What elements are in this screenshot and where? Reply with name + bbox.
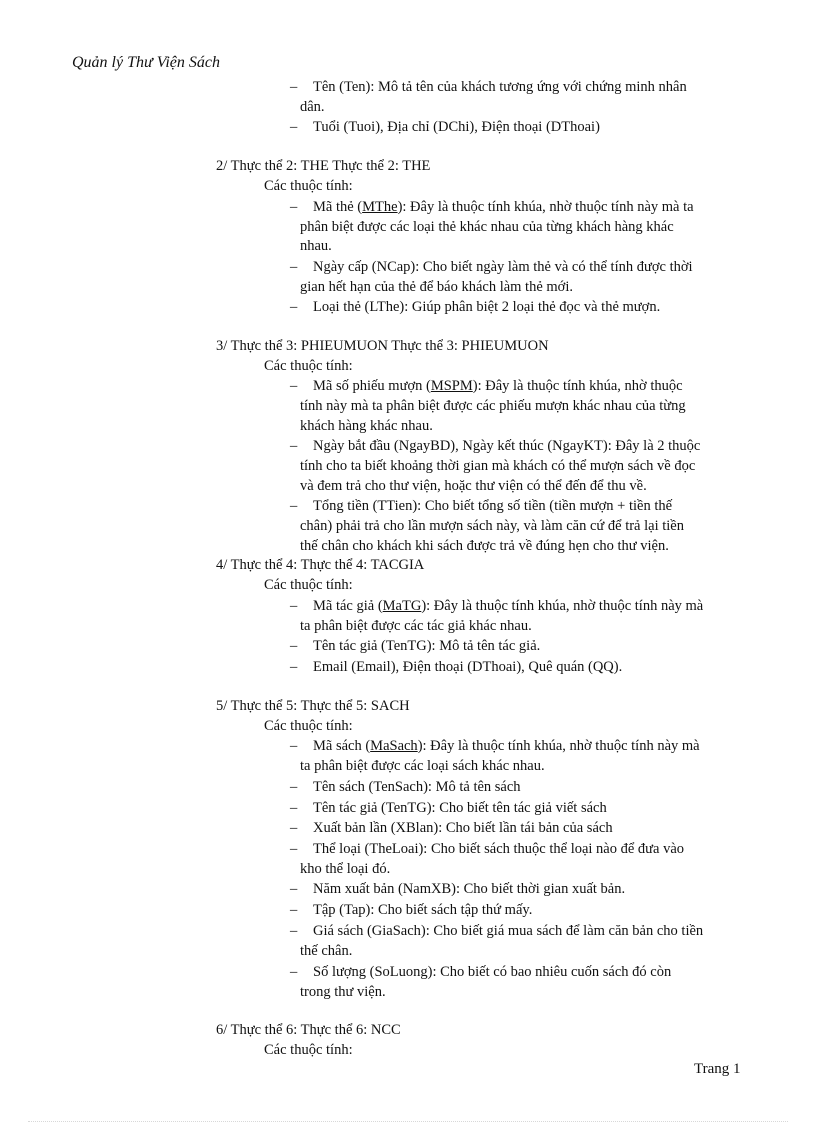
bullet-text: Xuất bản lần (XBlan): Cho biết lần tái bản của sách xyxy=(313,820,613,836)
bullet-dash: – xyxy=(290,79,298,95)
bullet-text-pre: Mã thẻ ( xyxy=(313,199,363,215)
section-heading: 2/ Thực thể 2: THE Thực thể 2: THE xyxy=(216,158,431,174)
primary-key: MaSach xyxy=(370,738,418,754)
bullet-text xyxy=(313,198,694,216)
bullet-text: Tổng tiền (TTien): Cho biết tổng số tiền (tiền mượn + tiền thế xyxy=(313,498,673,514)
bullet-text: Thể loại (TheLoai): Cho biết sách thuộc thể loại nào để đưa vào xyxy=(313,841,685,857)
bullet-dash: – xyxy=(290,498,298,514)
bullet-text: trong thư viện. xyxy=(300,984,386,1000)
bullet-text: gian hết hạn của thẻ để báo khách làm thẻ mới. xyxy=(300,279,574,295)
bullet-dash: – xyxy=(290,378,298,394)
bullet-text: dân. xyxy=(300,99,325,115)
bullet-text: Tên tác giả (TenTG): Mô tả tên tác giả. xyxy=(313,638,541,654)
bullet-text: và đem trả cho thư viện, hoặc thư viện có thể đến để thu về. xyxy=(300,478,647,494)
bullet-text-pre: Mã tác giả ( xyxy=(313,598,383,614)
bullet-dash: – xyxy=(290,881,298,897)
bullet-text-post: ): Đây là thuộc tính khúa, nhờ thuộc tính này mà ta xyxy=(397,199,694,215)
bullet-text: phân biệt được các loại thẻ khác nhau của từng khách hàng khác xyxy=(300,219,674,235)
attributes-label: Các thuộc tính: xyxy=(264,358,353,374)
page-header-title: Quản lý Thư Viện Sách xyxy=(72,54,220,71)
bullet-dash: – xyxy=(290,738,298,754)
bullet-text: Tên tác giả (TenTG): Cho biết tên tác giả viết sách xyxy=(313,800,607,816)
bullet-text: kho thể loại đó. xyxy=(300,861,391,877)
bullet-text xyxy=(313,377,683,395)
bullet-dash: – xyxy=(290,119,298,135)
bullet-dash: – xyxy=(290,800,298,816)
bullet-text: ta phân biệt được các tác giả khác nhau. xyxy=(300,618,532,634)
bullet-dash: – xyxy=(290,820,298,836)
bullet-text: Giá sách (GiaSach): Cho biết giá mua sách để làm căn bản cho tiền xyxy=(313,923,704,939)
attributes-label: Các thuộc tính: xyxy=(264,178,353,194)
attributes-label: Các thuộc tính: xyxy=(264,718,353,734)
bullet-text: Tuổi (Tuoi), Địa chỉ (DChi), Điện thoại (DThoai) xyxy=(313,119,600,135)
bullet-dash: – xyxy=(290,638,298,654)
bullet-text: Năm xuất bản (NamXB): Cho biết thời gian xuất bản. xyxy=(313,881,626,897)
bullet-text: Ngày bắt đầu (NgayBD), Ngày kết thúc (NgayKT): Đây là 2 thuộc xyxy=(313,438,701,454)
bullet-text xyxy=(313,597,703,615)
section-heading: 4/ Thực thể 4: Thực thể 4: TACGIA xyxy=(216,557,425,573)
bullet-text: Tên (Ten): Mô tả tên của khách tương ứng với chứng minh nhân xyxy=(313,79,687,95)
attributes-label: Các thuộc tính: xyxy=(264,577,353,593)
bullet-text-post: ): Đây là thuộc tính khúa, nhờ thuộc tính này mà xyxy=(421,598,704,614)
bullet-text-pre: Mã sách ( xyxy=(313,738,371,754)
bullet-dash: – xyxy=(290,902,298,918)
bullet-dash: – xyxy=(290,299,298,315)
bullet-text: khách hàng khác nhau. xyxy=(300,418,433,434)
primary-key: MaTG xyxy=(382,598,422,614)
bullet-dash: – xyxy=(290,598,298,614)
bullet-text: Email (Email), Điện thoại (DThoai), Quê quán (QQ). xyxy=(313,659,623,675)
bullet-dash: – xyxy=(290,259,298,275)
section-heading: 5/ Thực thể 5: Thực thể 5: SACH xyxy=(216,698,410,714)
primary-key: MThe xyxy=(362,199,398,215)
bullet-text: ta phân biệt được các loại sách khác nhau. xyxy=(300,758,545,774)
section-heading: 3/ Thực thể 3: PHIEUMUON Thực thể 3: PHIEUMUON xyxy=(216,338,549,354)
bullet-text: chân) phải trả cho lần mượn sách này, và làm căn cứ để trả lại tiền xyxy=(300,518,684,534)
primary-key: MSPM xyxy=(430,378,473,394)
bullet-dash: – xyxy=(290,923,298,939)
bullet-text: Loại thẻ (LThe): Giúp phân biệt 2 loại thẻ đọc và thẻ mượn. xyxy=(313,299,661,315)
bullet-text-pre: Mã số phiếu mượn ( xyxy=(313,378,431,394)
page-number: Trang 1 xyxy=(694,1061,741,1077)
bullet-dash: – xyxy=(290,964,298,980)
bullet-dash: – xyxy=(290,199,298,215)
bullet-dash: – xyxy=(290,841,298,857)
bullet-text: Ngày cấp (NCap): Cho biết ngày làm thẻ và có thể tính được thời xyxy=(313,259,693,275)
bullet-text-post: ): Đây là thuộc tính khúa, nhờ thuộc tính này mà xyxy=(417,738,700,754)
bullet-text: nhau. xyxy=(300,238,332,254)
bullet-dash: – xyxy=(290,438,298,454)
attributes-label: Các thuộc tính: xyxy=(264,1042,353,1058)
bullet-text: Tên sách (TenSach): Mô tả tên sách xyxy=(313,779,521,795)
bullet-text: tính cho ta biết khoảng thời gian mà khách có thể mượn sách về đọc xyxy=(300,458,696,474)
bullet-dash: – xyxy=(290,659,298,675)
bullet-dash: – xyxy=(290,779,298,795)
bullet-text-post: ): Đây là thuộc tính khúa, nhờ thuộc xyxy=(472,378,683,394)
section-heading: 6/ Thực thể 6: Thực thể 6: NCC xyxy=(216,1022,401,1038)
bullet-text: Số lượng (SoLuong): Cho biết có bao nhiêu cuốn sách đó còn xyxy=(313,964,672,980)
bullet-text: Tập (Tap): Cho biết sách tập thứ mấy. xyxy=(313,902,533,918)
bullet-text: thế chân. xyxy=(300,943,353,959)
page-bottom-rule xyxy=(28,1121,788,1122)
bullet-text xyxy=(313,737,700,755)
bullet-text: thế chân cho khách khi sách được trả về đúng hẹn cho thư viện. xyxy=(300,538,669,554)
bullet-text: tính này mà ta phân biệt được các phiếu mượn khác nhau của từng xyxy=(300,398,686,414)
